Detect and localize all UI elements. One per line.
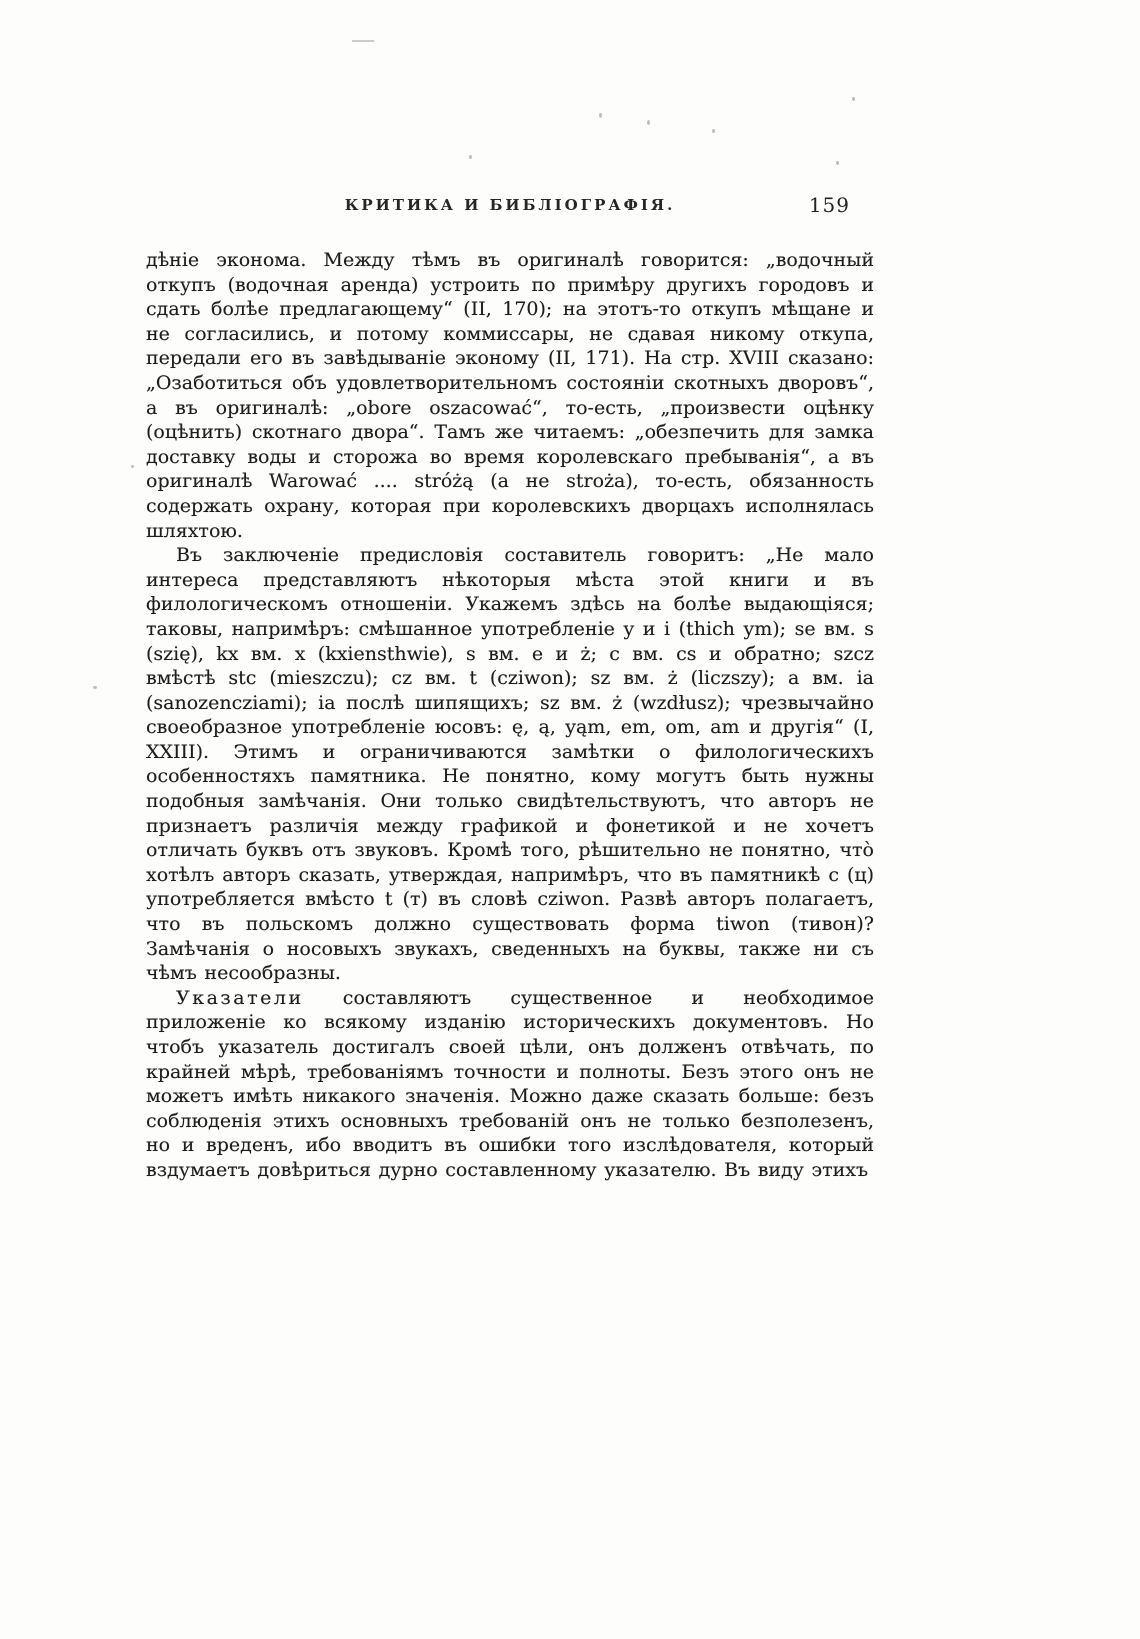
scan-artifact-speck [647,120,650,125]
scan-artifact-speck [836,161,839,165]
scan-artifact-speck [131,465,134,468]
body-text [146,248,874,1183]
scan-artifact-speck [93,686,97,689]
scan-artifact-speck [599,113,602,118]
page-number: 159 [808,193,850,217]
scan-artifact-speck [712,129,715,133]
paragraph: Въ заключеніе предисловія составитель говоритъ: „Не мало интереса представляютъ нѣкоторыя мѣста этой книги и въ филологическомъ отношеніи. Укажемъ здѣсь на болѣе выдающіяся; таковы, напримѣръ: смѣшанное употребленіе y и i (thich ym); se вм. s (szię), kx вм. x (kxiensthwie), s вм. e и ż; c вм. cs и обратно; szcz вмѣстѣ stc (mieszczu); cz вм. t (cziwon); sz вм. ż (liczszy); а вм. ia (sanozencziami); ia послѣ шипящихъ; sz вм. ż (wzdłusz); чрезвычайно своеобразное употребленіе юсовъ: ę, ą, yąm, em, om, am и другія“ (I, XXIII). Этимъ и ограничиваются замѣтки о филологическихъ особенностяхъ памятника. Не понятно, кому могутъ быть нужны подобныя замѣчанія. Они только свидѣтельствуютъ, что авторъ не признаетъ различія между графикой и фонетикой и не хочетъ отличать буквъ отъ звуковъ. Кромѣ того, рѣшительно не понятно, что̀ хотѣлъ авторъ сказать, утверждая, напримѣръ, что въ памятникѣ c (ц) употребляется вмѣсто t (т) въ словѣ cziwon. Развѣ авторъ полагаетъ, что въ польскомъ должно существовать форма tiwon (тивон)? Замѣчанія о носовыхъ звукахъ, сведенныхъ на буквы, также ни съ чѣмъ несообразны. [146,544,874,985]
page-header [146,193,874,224]
running-head-title: КРИТИКА И БИБЛІОГРАФІЯ. [344,196,676,214]
scan-artifact-speck [852,97,855,101]
scan-artifact-speck [469,155,472,159]
paragraph-text: составляютъ существенное и необходимое приложеніе ко всякому изданію историческихъ документовъ. Но чтобъ указатель достигалъ своей цѣли, онъ долженъ отвѣчать, по крайней мѣрѣ, требованіямъ точности и полноты. Безъ этого онъ не можетъ имѣть никакого значенія. Можно даже сказать больше: безъ соблюденія этихъ основныхъ требованій онъ не только безполезенъ, но и вреденъ, ибо вводитъ въ ошибки того изслѣдователя, который вздумаетъ довѣриться дурно составленному указателю. Въ виду этихъ [146,986,874,1181]
paragraph-lead-word: Указатели [176,986,304,1009]
paragraph-continuation: дѣніе эконома. Между тѣмъ въ оригиналѣ говорится: „водочный откупъ (водочная аренда) устроить по примѣру другихъ городовъ и сдать болѣе предлагающему“ (II, 170); на этотъ-то откупъ мѣщане и не согласились, и потому коммиссары, не сдавая никому откупа, передали его въ завѣдываніе эконому (II, 171). На стр. XVIII сказано: „Озаботиться объ удовлетворительномъ состояніи скотныхъ дворовъ“, а въ оригиналѣ: „obore oszacować“, то-есть, „произвести оцѣнку (оцѣнить) скотнаго двора“. Тамъ же читаемъ: „обезпечить для замка доставку воды и сторожа во время королевскаго пребыванія“, а въ оригиналѣ Warować .... stróżą (а не stroża), то-есть, обязанность содержать охрану, которая при королевскихъ дворцахъ исполнялась шляхтою. [146,249,874,542]
paragraph [146,986,874,1183]
scan-artifact-dash [352,40,374,42]
